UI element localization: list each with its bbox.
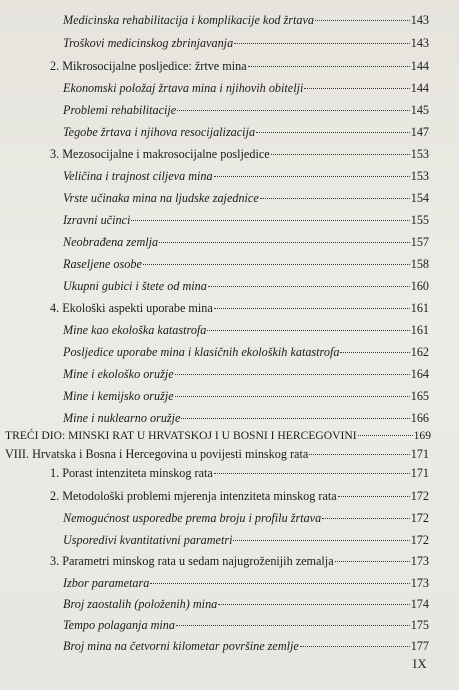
toc-entry [63, 511, 429, 525]
toc-page-number: 144 [410, 81, 429, 95]
toc-entry-title: Mine i nuklearno oružje [63, 411, 181, 425]
toc-page-number: 161 [410, 323, 429, 337]
dot-leader [358, 435, 413, 436]
dot-leader [300, 646, 410, 647]
dot-leader [309, 454, 409, 455]
dot-leader [256, 132, 410, 133]
toc-entry-title: 3. Mezosocijalne i makrosocijalne posljedice [50, 147, 270, 161]
toc-page-number: 155 [410, 213, 429, 227]
toc-entry [50, 59, 429, 73]
toc-entry-title: Mine i kemijsko oružje [63, 389, 174, 403]
dot-leader [131, 220, 409, 221]
toc-entry [63, 103, 429, 117]
toc-page-number: 165 [410, 389, 429, 403]
toc-page-number: 158 [410, 257, 429, 271]
toc-page-number: 173 [410, 554, 429, 568]
toc-page-number: 143 [410, 36, 429, 50]
toc-entry [63, 389, 429, 403]
dot-leader [175, 396, 410, 397]
toc-entry-title: 3. Parametri minskog rata u sedam najugroženijih zemalja [50, 554, 334, 568]
dot-leader [340, 352, 409, 353]
toc-entry-title: 4. Ekološki aspekti uporabe mina [50, 301, 213, 315]
page-number-footer: IX [412, 657, 427, 671]
dot-leader [150, 583, 409, 584]
dot-leader [335, 561, 410, 562]
toc-entry-title: Izravni učinci [63, 213, 131, 227]
toc-entry-title: Veličina i trajnost ciljeva mina [63, 169, 213, 183]
toc-page-number: 153 [410, 147, 429, 161]
toc-entry [63, 279, 429, 293]
toc-entry-title: Nemogućnost usporedbe prema broju i profilu žrtava [63, 511, 322, 525]
toc-entry-title: Izbor parametara [63, 576, 150, 590]
dot-leader [181, 418, 409, 419]
toc-page-number: 171 [410, 447, 429, 461]
toc-page-number: 171 [410, 466, 429, 480]
toc-entry [63, 597, 429, 611]
dot-leader [338, 496, 410, 497]
dot-leader [143, 264, 410, 265]
toc-entry [63, 257, 429, 271]
toc-entry [63, 36, 429, 50]
toc-entry-title: Medicinska rehabilitacija i komplikacije kod žrtava [63, 13, 315, 27]
toc-page-number: 145 [410, 103, 429, 117]
toc-page-number: 162 [410, 345, 429, 359]
toc-entry-title: TREĆI DIO: MINSKI RAT U HRVATSKOJ I U BOSNI I HERCEGOVINI [5, 429, 357, 442]
dot-leader [218, 604, 409, 605]
toc-page-number: 154 [410, 191, 429, 205]
toc-page-number: 143 [410, 13, 429, 27]
dot-leader [271, 154, 410, 155]
toc-page-number: 153 [410, 169, 429, 183]
toc-page-number: 144 [410, 59, 429, 73]
dot-leader [159, 242, 410, 243]
toc-entry [63, 639, 429, 653]
toc-page-number: 147 [410, 125, 429, 139]
toc-page-number: 177 [410, 639, 429, 653]
toc-page-number: 175 [410, 618, 429, 632]
dot-leader [214, 308, 410, 309]
toc-page-number: 172 [410, 533, 429, 547]
toc-page-number: 164 [410, 367, 429, 381]
toc-page-number: 157 [410, 235, 429, 249]
toc-entry [50, 489, 429, 503]
toc-entry [50, 554, 429, 568]
toc-entry-title: Ekonomski položaj žrtava mina i njihovih obitelji [63, 81, 304, 95]
toc-entry [63, 125, 429, 139]
toc-entry-title: 2. Metodološki problemi mjerenja intenziteta minskog rata [50, 489, 337, 503]
toc-entry-title: Mine i ekološko oružje [63, 367, 174, 381]
toc-entry [63, 367, 429, 381]
toc-entry-title: Vrste učinaka mina na ljudske zajednice [63, 191, 259, 205]
toc-entry-title: Broj mina na četvorni kilometar površine zemlje [63, 639, 299, 653]
toc-entry [63, 533, 429, 547]
toc-entry [50, 147, 429, 161]
toc-entry-title: Raseljene osobe [63, 257, 142, 271]
toc-entry [63, 169, 429, 183]
toc-entry-title: VIII. Hrvatska i Bosna i Hercegovina u povijesti minskog rata [5, 447, 309, 461]
toc-entry-title: Usporedivi kvantitativni parametri [63, 533, 233, 547]
toc-entry [63, 191, 429, 205]
dot-leader [177, 110, 410, 111]
toc-entry [5, 429, 431, 443]
toc-entry [5, 447, 429, 461]
dot-leader [208, 286, 410, 287]
dot-leader [248, 66, 410, 67]
toc-entry [63, 213, 429, 227]
toc-page-number: 169 [413, 429, 431, 442]
toc-entry-title: Tempo polaganja mina [63, 618, 175, 632]
toc-page-number: 166 [410, 411, 429, 425]
toc-page-number: 174 [410, 597, 429, 611]
toc-entry [63, 411, 429, 425]
toc-page-number: 173 [410, 576, 429, 590]
toc-entry [50, 301, 429, 315]
toc-entry-title: Posljedice uporabe mina i klasičnih ekoloških katastrofa [63, 345, 340, 359]
dot-leader [214, 176, 410, 177]
dot-leader [175, 374, 410, 375]
dot-leader [176, 625, 410, 626]
toc-entry [63, 618, 429, 632]
toc-entry-title: 2. Mikrosocijalne posljedice: žrtve mina [50, 59, 247, 73]
toc-page-number: 161 [410, 301, 429, 315]
toc-entry-title: Broj zaostalih (položenih) mina [63, 597, 218, 611]
dot-leader [322, 518, 410, 519]
dot-leader [233, 540, 409, 541]
toc-page-number: 160 [410, 279, 429, 293]
toc-entry [63, 235, 429, 249]
toc-entry-title: 1. Porast intenziteta minskog rata [50, 466, 213, 480]
dot-leader [315, 20, 410, 21]
dot-leader [234, 43, 410, 44]
toc-entry [50, 466, 429, 480]
dot-leader [260, 198, 410, 199]
toc-entry-title: Neobrađena zemlja [63, 235, 159, 249]
toc-entry-title: Problemi rehabilitacije [63, 103, 177, 117]
dot-leader [304, 88, 409, 89]
dot-leader [214, 473, 410, 474]
toc-page-number: 172 [410, 511, 429, 525]
toc-entry [63, 13, 429, 27]
toc-entry [63, 323, 429, 337]
toc-entry [63, 345, 429, 359]
dot-leader [207, 330, 409, 331]
toc-entry-title: Mine kao ekološka katastrofa [63, 323, 207, 337]
toc-entry [63, 576, 429, 590]
toc-entry [63, 81, 429, 95]
toc-entry-title: Troškovi medicinskog zbrinjavanja [63, 36, 234, 50]
toc-page-number: 172 [410, 489, 429, 503]
toc-entry-title: Ukupni gubici i štete od mina [63, 279, 207, 293]
toc-entry-title: Tegobe žrtava i njihova resocijalizacija [63, 125, 256, 139]
